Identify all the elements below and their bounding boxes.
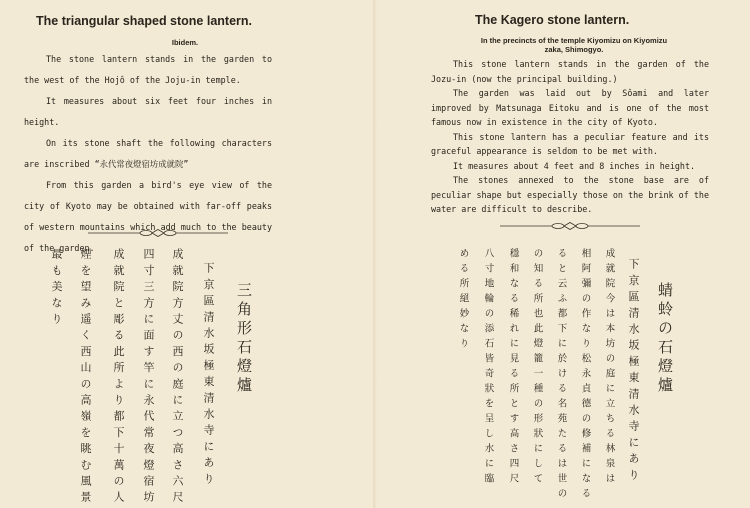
left-jp-column: 四寸三方に面す竿に永代常夜燈宿坊 [142, 248, 155, 508]
right-jp-column: める所絕妙なり [457, 248, 469, 353]
right-jp-column: 相阿彌の作なり松永貞德の修補になる [579, 248, 591, 503]
left-jp-column: 最も美なり [50, 248, 63, 329]
right-page [375, 0, 750, 508]
right-paragraph: It measures about 4 feet and 8 inches in height. [453, 160, 696, 171]
left-title: The triangular shaped stone lantern. [36, 14, 253, 28]
left-subtitle: Ibidem. [171, 38, 199, 47]
right-english-text [431, 57, 709, 217]
right-paragraph: The stones annexed to the stone base are of peculiar shape but especially those on the brink of the water are difficult to describe. [431, 175, 709, 214]
right-jp-column: 八寸地輪の添石皆奇狀を呈し水に臨 [482, 248, 494, 488]
left-paragraph: It measures about six feet four inches in height. [24, 96, 272, 127]
right-jp-column: 下京區清水坂極東清水寺にあり [627, 258, 640, 485]
left-paragraph: The stone lantern stands in the garden to the west of the Hojô of the Joju-in temple. [24, 54, 272, 85]
left-paragraph: On its stone shaft the following characters are inscribed “永代常夜燈宿坊成就院” [24, 138, 272, 169]
ornament-svg [500, 222, 640, 230]
left-jp-column: 下京區清水坂極東清水寺にあり [202, 262, 215, 489]
right-jp-column: ると云ふ都下に於ける名苑たるは世の [555, 248, 567, 503]
right-subtitle-line2: zaka, Shimogyo. [544, 45, 604, 54]
right-paragraph: This stone lantern stands in the garden of the Jozu-in (now the principal building.) [431, 59, 709, 84]
right-jp-column: 成就院今は本坊の庭に立ちる林泉は [603, 248, 615, 488]
left-paragraph: From this garden a bird's eye view of the city of Kyoto may be obtained with far-off peaks of western mountains which add much to the beauty of the garden. [24, 180, 272, 253]
left-english-text [24, 49, 272, 259]
left-jp-column: 成就院方丈の西の庭に立つ高さ六尺 [171, 248, 184, 508]
right-subtitle-line1: In the precincts of the temple Kiyomizu on Kiyomizu [480, 36, 668, 45]
left-jp-title: 三角形石燈爐 [235, 282, 253, 396]
ornament-svg [88, 229, 228, 237]
right-jp-column: 穩和なる稀れに見る所とす高さ四尺 [507, 248, 519, 488]
ornament-divider [500, 222, 640, 230]
right-paragraph: The garden was laid out by Sôami and later improved by Matsunaga Eitoku and is one of the most famous now in existence in the city of Kyoto. [431, 88, 709, 127]
right-paragraph: This stone lantern has a peculiar feature and its graceful appearance is seldom to be met with. [431, 131, 709, 156]
right-jp-title: 蜻蛉の石燈爐 [656, 282, 674, 396]
ornament-divider [88, 229, 228, 237]
right-jp-column: の知る所也此燈籠一種の形狀にして [531, 248, 543, 488]
left-jp-column: 成就院と彫る此所より都下十萬の人 [112, 248, 125, 508]
right-title: The Kagero stone lantern. [475, 13, 630, 27]
left-jp-column: 煙を望み遥く西山の高嶺を眺む風景 [79, 248, 92, 508]
